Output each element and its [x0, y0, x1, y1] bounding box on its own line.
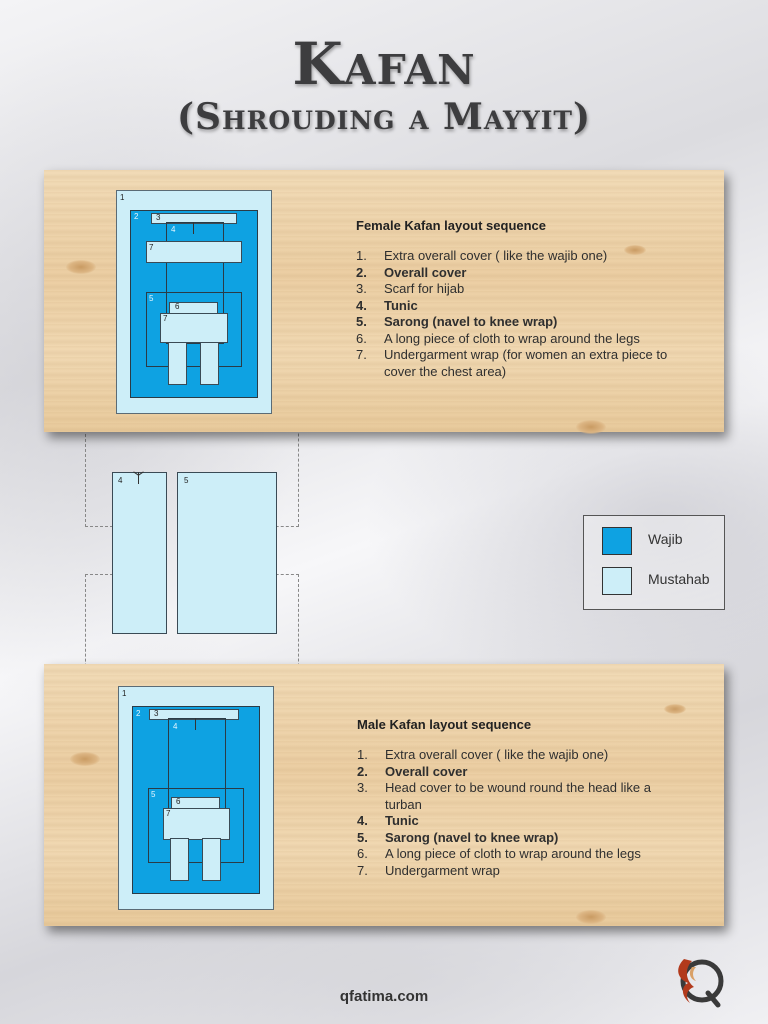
female-board	[44, 170, 724, 432]
wood-knot	[66, 260, 96, 274]
label-6: 6	[175, 302, 180, 311]
list-item: 5. Sarong (navel to knee wrap)	[357, 829, 559, 845]
neck-slit	[195, 718, 196, 730]
page-title: Kafan	[292, 30, 476, 98]
leg-right	[202, 838, 221, 881]
wood-knot	[576, 420, 606, 434]
sarong-piece	[177, 472, 277, 634]
list-item: 1. Extra overall cover ( like the wajib one)	[356, 248, 608, 263]
list-item: 6. A long piece of cloth to wrap around the legs	[356, 330, 640, 346]
list-item: 3. Scarf for hijab	[356, 281, 465, 296]
tunic-piece	[112, 472, 167, 634]
label-4: 4	[171, 225, 176, 234]
label-7: 7	[149, 243, 154, 252]
wood-knot	[70, 752, 100, 766]
label-1: 1	[120, 193, 125, 202]
male-sequence	[357, 717, 702, 879]
leg-left	[170, 838, 189, 881]
list-item: 7. Undergarment wrap	[357, 862, 500, 878]
label-4: 4	[118, 476, 123, 485]
list-item: 2. Overall cover	[357, 763, 468, 779]
label-7: 7	[163, 314, 168, 323]
label-5: 5	[149, 294, 154, 303]
label-6: 6	[176, 797, 181, 806]
list-item: 5. Sarong (navel to knee wrap)	[356, 314, 558, 329]
site-url: qfatima.com	[339, 988, 429, 1005]
neck-slit	[193, 222, 194, 234]
label-2: 2	[134, 212, 139, 221]
list-item: 1. Extra overall cover ( like the wajib one)	[357, 747, 609, 762]
list-item: 3. Head cover to be wound round the head like a turban	[357, 780, 651, 812]
label-1: 1	[122, 689, 127, 698]
label-5: 5	[184, 476, 189, 485]
legend-swatch-wajib	[602, 527, 632, 555]
undergarment-lower	[160, 313, 228, 343]
page-subtitle: (Shrouding a Mayyit)	[176, 96, 592, 138]
male-board	[44, 664, 724, 926]
list-item: 7. Undergarment wrap (for women an extra piece to cover the chest area)	[356, 347, 668, 379]
list-item: 4. Tunic	[357, 813, 419, 828]
list-item: 6. A long piece of cloth to wrap around the legs	[357, 846, 641, 861]
leg-left	[168, 342, 187, 385]
legend-label-mustahab: Mustahab	[648, 571, 710, 587]
label-2: 2	[136, 709, 141, 718]
leg-right	[200, 342, 219, 385]
list-item: 2. Overall cover	[356, 264, 467, 280]
female-sequence	[356, 218, 701, 380]
label-3: 3	[154, 709, 159, 718]
wood-knot	[576, 910, 606, 924]
label-7: 7	[166, 809, 171, 818]
list-item: 4. Tunic	[356, 297, 418, 313]
male-sequence-list	[357, 747, 702, 879]
undergarment-piece	[146, 241, 242, 263]
undergarment-piece	[163, 808, 230, 840]
male-sequence-heading: Male Kafan layout sequence	[357, 717, 532, 732]
female-sequence-list	[356, 248, 701, 380]
wood-knot	[664, 704, 686, 714]
qfatima-logo-icon	[664, 953, 728, 1009]
label-4: 4	[173, 722, 178, 731]
female-sequence-heading: Female Kafan layout sequence	[356, 218, 547, 233]
label-5: 5	[151, 790, 156, 799]
label-3: 3	[156, 213, 161, 222]
legend-swatch-mustahab	[602, 567, 632, 595]
legend	[583, 515, 725, 610]
legend-label-wajib: Wajib	[648, 531, 683, 547]
